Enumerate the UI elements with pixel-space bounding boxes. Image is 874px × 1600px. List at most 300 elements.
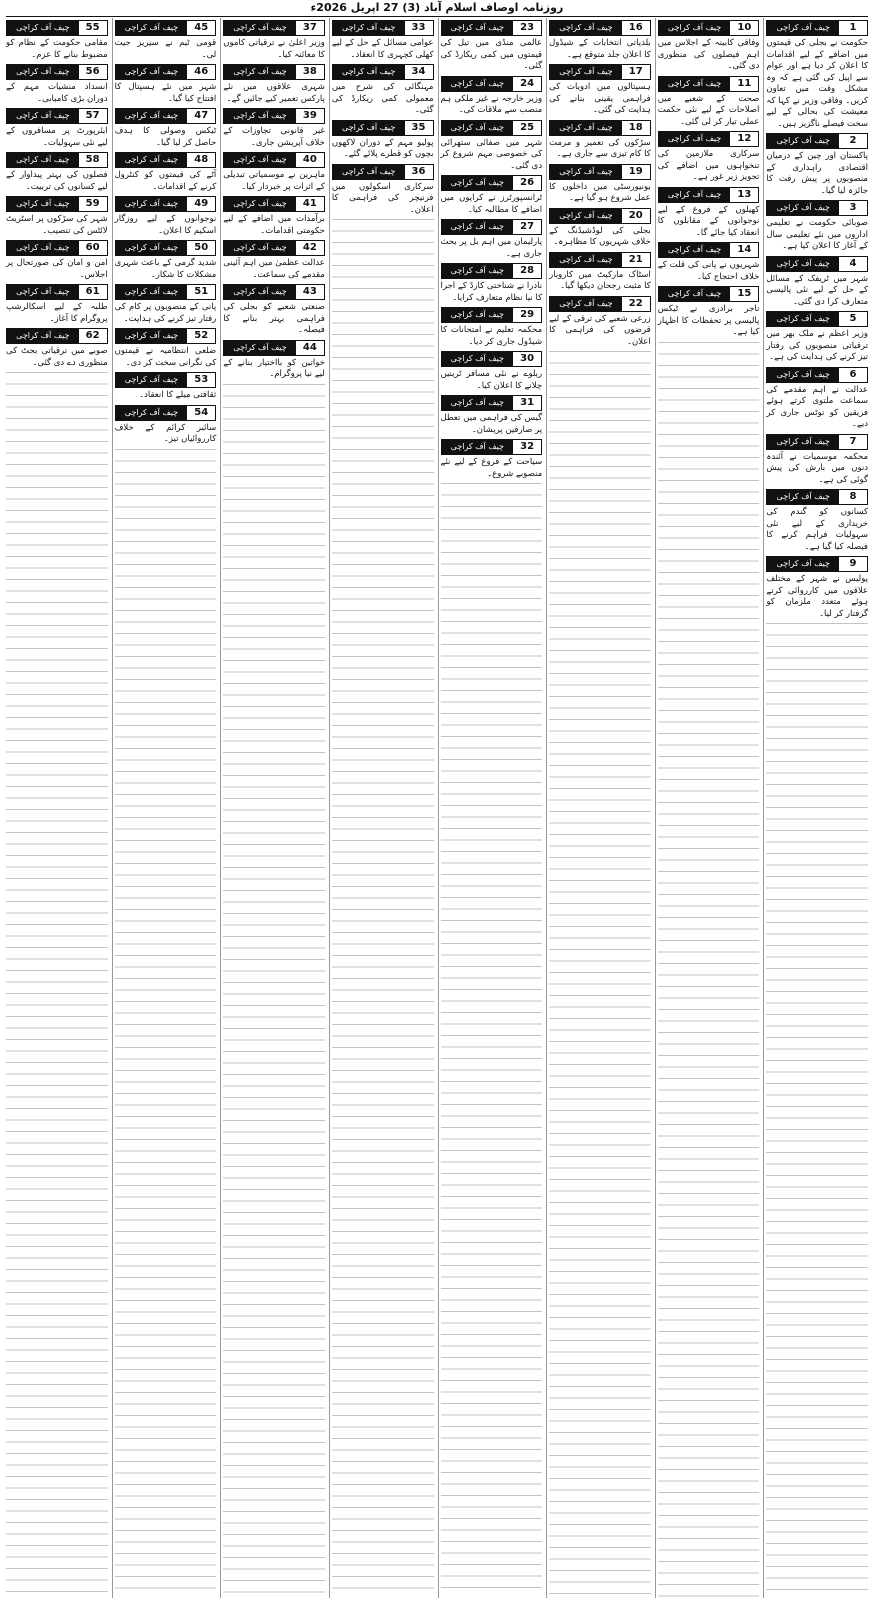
ad-text: قومی ٹیم نے سیریز جیت لی۔ xyxy=(114,38,217,60)
ad-label: چیف آف کراچی xyxy=(124,331,179,340)
ad-header-bar xyxy=(658,187,760,203)
ad-label: چیف آف کراچی xyxy=(667,78,722,88)
classified-ad xyxy=(658,242,760,283)
ad-text: ٹیکس وصولی کا ہدف حاصل کر لیا گیا۔ xyxy=(114,126,217,148)
ad-text: ریلوے نے نئی مسافر ٹرینیں چلانے کا اعلان کیا۔ xyxy=(440,369,543,391)
classified-ad xyxy=(332,20,434,61)
ad-text: انسداد منشیات مہم کے دوران بڑی کامیابی۔ xyxy=(6,82,108,104)
classified-ad xyxy=(6,20,108,61)
ad-label: چیف آف کراچی xyxy=(233,23,287,32)
classified-ad xyxy=(223,240,325,281)
ad-header-bar xyxy=(223,284,325,300)
ad-header-bar xyxy=(223,240,325,256)
column-text-lines xyxy=(115,449,217,1599)
ad-text: عدالت نے اہم مقدمے کی سماعت ملتوی کرتے ہوئے فریقین کو نوٹس جاری کر دیے۔ xyxy=(766,384,868,429)
ad-text: حکومت نے بجلی کی قیمتوں میں اضافے کے لیے اقدامات کا اعلان کر دیا ہے اور عوام سے اپیل کی گئی ہے کہ وہ مشکل وقت میں تعاون کریں۔ وفاقی وزیر نے کہا کہ معیشت کی بحالی کے لیے سخت فیصلے ناگزیر ہیں۔ xyxy=(766,38,868,129)
ad-label: چیف آف کراچی xyxy=(667,289,722,298)
classified-ad xyxy=(6,328,108,369)
ad-text: عالمی منڈی میں تیل کی قیمتوں میں کمی ریکارڈ کی گئی۔ xyxy=(440,38,543,71)
ad-label: چیف آف کراچی xyxy=(559,166,613,176)
ad-number: 6 xyxy=(839,368,867,382)
ad-number: 41 xyxy=(296,197,324,211)
ad-header-bar xyxy=(549,120,651,136)
classified-ad xyxy=(441,219,543,260)
ad-label: چیف آف کراچی xyxy=(16,287,70,296)
ad-label: چیف آف کراچی xyxy=(233,243,287,252)
classified-ad xyxy=(115,20,217,61)
classified-ad xyxy=(115,196,217,237)
classified-ad xyxy=(549,164,651,205)
classified-ad xyxy=(115,64,217,105)
ad-header-bar xyxy=(332,164,434,180)
ad-label: چیف آف کراچی xyxy=(450,266,504,275)
ad-label: چیف آف کراچی xyxy=(776,136,830,145)
ad-number: 15 xyxy=(730,287,758,301)
ad-text: صوبے میں ترقیاتی بجٹ کی منظوری دے دی گئی۔ xyxy=(6,346,108,368)
ad-header-bar xyxy=(441,307,543,323)
ad-number: 14 xyxy=(730,243,758,257)
classifieds-column xyxy=(4,18,110,1598)
ad-number: 52 xyxy=(187,329,215,343)
ad-label: چیف آف کراچی xyxy=(667,23,722,32)
classified-ad xyxy=(223,152,325,193)
classified-ad xyxy=(441,439,543,480)
ad-header-bar xyxy=(115,405,217,421)
ad-text: اسٹاک مارکیٹ میں کاروبار کا مثبت رجحان دیکھا گیا۔ xyxy=(549,269,651,291)
ad-label: چیف آف کراچی xyxy=(124,375,179,384)
ad-text: کسانوں کو گندم کی خریداری کے لیے نئی سہولیات فراہم کرنے کا فیصلہ کیا گیا ہے۔ xyxy=(766,507,868,552)
ad-number: 45 xyxy=(187,21,215,35)
classified-ad xyxy=(766,133,868,197)
classified-ad xyxy=(115,240,217,281)
ad-number: 46 xyxy=(187,65,215,79)
ad-label: چیف آف کراچی xyxy=(16,23,70,32)
ad-text: غیر قانونی تجاوزات کے خلاف آپریشن جاری۔ xyxy=(223,126,325,148)
ad-text: آٹے کی قیمتوں کو کنٹرول کرنے کے اقدامات۔ xyxy=(114,170,217,192)
ad-number: 10 xyxy=(730,21,758,35)
ad-text: صحت کے شعبے میں اصلاحات کے لیے نئی حکمت عملی تیار کر لی گئی۔ xyxy=(657,93,760,127)
classified-ad xyxy=(6,196,108,237)
ad-header-bar xyxy=(6,284,108,300)
ad-number: 44 xyxy=(296,341,324,355)
ad-label: چیف آف کراچی xyxy=(233,287,287,296)
classified-ad xyxy=(549,252,651,293)
ad-text: طلبہ کے لیے اسکالرشپ پروگرام کا آغاز۔ xyxy=(6,302,108,324)
ad-header-bar xyxy=(441,175,543,191)
ad-header-bar xyxy=(658,76,760,92)
ad-label: چیف آف کراچی xyxy=(559,67,613,76)
ad-label: چیف آف کراچی xyxy=(450,122,504,132)
ad-label: چیف آف کراچی xyxy=(559,23,613,32)
ad-number: 50 xyxy=(187,241,215,255)
classifieds-columns xyxy=(4,18,870,1598)
ad-text: پاکستان اور چین کے درمیان اقتصادی راہداری کے منصوبوں پر پیش رفت کا جائزہ لیا گیا۔ xyxy=(766,151,868,196)
ad-number: 18 xyxy=(622,121,650,135)
classified-ad xyxy=(223,196,325,237)
ad-label: چیف آف کراچی xyxy=(450,23,504,32)
ad-number: 19 xyxy=(622,165,650,179)
ad-label: چیف آف کراچی xyxy=(776,436,830,446)
ad-text: شہری علاقوں میں نئے پارکس تعمیر کیے جائیں گے۔ xyxy=(223,82,325,104)
ad-text: سائبر کرائم کے خلاف کارروائیاں تیز۔ xyxy=(114,422,217,444)
ad-text: پولیو مہم کے دوران لاکھوں بچوں کو قطرے پلائے گئے۔ xyxy=(331,137,434,159)
classified-ad xyxy=(441,395,543,436)
classified-ad xyxy=(549,208,651,249)
ad-header-bar xyxy=(441,20,543,36)
ad-text: کھیلوں کے فروغ کے لیے نوجوانوں کے مقابلوں کا انعقاد کیا جائے گا۔ xyxy=(657,204,760,238)
ad-text: محکمہ تعلیم نے امتحانات کا شیڈول جاری کر دیا۔ xyxy=(440,325,543,347)
ad-number: 32 xyxy=(513,440,541,454)
ad-header-bar xyxy=(766,20,868,36)
classifieds-column xyxy=(329,18,436,1598)
ad-label: چیف آف کراچی xyxy=(124,243,179,252)
ad-label: چیف آف کراچی xyxy=(776,492,830,501)
ad-text: امن و امان کی صورتحال پر اجلاس۔ xyxy=(6,258,108,280)
ad-header-bar xyxy=(115,240,217,256)
ad-label: چیف آف کراچی xyxy=(233,111,287,120)
ad-label: چیف آف کراچی xyxy=(559,254,613,264)
classifieds-column xyxy=(763,18,870,1598)
classified-ad xyxy=(6,64,108,105)
ad-number: 56 xyxy=(79,65,107,79)
ad-header-bar xyxy=(115,284,217,300)
ad-header-bar xyxy=(223,152,325,168)
ad-number: 39 xyxy=(296,109,324,123)
ad-number: 59 xyxy=(79,197,107,211)
ad-header-bar xyxy=(6,328,108,344)
ad-text: تاجر برادری نے ٹیکس پالیسی پر تحفظات کا اظہار کیا ہے۔ xyxy=(657,304,760,337)
classifieds-column xyxy=(112,18,219,1598)
column-text-lines xyxy=(549,351,651,1598)
ad-header-bar xyxy=(549,208,651,224)
ad-text: صنعتی شعبے کو بجلی کی فراہمی بہتر بنانے کا فیصلہ۔ xyxy=(223,302,325,335)
classified-ad xyxy=(549,120,651,161)
ad-text: پارلیمان میں اہم بل پر بحث جاری ہے۔ xyxy=(440,237,543,259)
ad-number: 26 xyxy=(513,176,541,190)
classifieds-column xyxy=(546,18,653,1598)
ad-label: چیف آف کراچی xyxy=(667,245,722,254)
page-header: روزنامہ اوصاف اسلام آباد (3) 27 اپریل 2026ء xyxy=(310,1,564,14)
classified-ad xyxy=(223,284,325,337)
ad-header-bar xyxy=(766,200,868,216)
ad-text: عدالت عظمیٰ میں اہم آئینی مقدمے کی سماعت۔ xyxy=(223,258,325,280)
ad-header-bar xyxy=(766,133,868,149)
ad-header-bar xyxy=(223,108,325,124)
ad-text: نادرا نے شناختی کارڈ کے اجرا کا نیا نظام متعارف کرایا۔ xyxy=(440,281,543,303)
ad-label: چیف آف کراچی xyxy=(559,210,613,220)
ad-header-bar xyxy=(115,108,217,124)
ad-number: 33 xyxy=(405,21,433,35)
ad-header-bar xyxy=(441,351,543,367)
ad-text: سرکاری اسکولوں میں فرنیچر کی فراہمی کا اعلان۔ xyxy=(331,181,434,215)
classified-ad xyxy=(441,263,543,304)
ad-header-bar xyxy=(115,372,217,388)
ad-label: چیف آف کراچی xyxy=(450,310,504,319)
ad-text: سیاحت کے فروغ کے لیے نئے منصوبے شروع۔ xyxy=(440,457,543,479)
header-rule xyxy=(6,16,868,17)
classified-ad xyxy=(766,20,868,130)
ad-label: چیف آف کراچی xyxy=(559,298,613,308)
ad-header-bar xyxy=(766,367,868,383)
ad-label: چیف آف کراچی xyxy=(342,166,396,176)
ad-header-bar xyxy=(766,556,868,572)
column-text-lines xyxy=(6,372,108,1598)
ad-label: چیف آف کراچی xyxy=(559,122,613,132)
ad-number: 11 xyxy=(730,77,758,91)
ad-text: وفاقی کابینہ کے اجلاس میں اہم فیصلوں کی منظوری دی گئی۔ xyxy=(657,38,760,71)
ad-label: چیف آف کراچی xyxy=(124,23,179,32)
classified-ad xyxy=(115,108,217,149)
ad-number: 22 xyxy=(622,297,650,311)
ad-text: فصلوں کی بہتر پیداوار کے لیے کسانوں کی تربیت۔ xyxy=(6,170,108,192)
ad-label: چیف آف کراچی xyxy=(124,67,179,76)
ad-label: چیف آف کراچی xyxy=(124,111,179,120)
ad-header-bar xyxy=(332,120,434,136)
ad-number: 58 xyxy=(79,153,107,167)
classified-ad xyxy=(6,240,108,281)
classified-ad xyxy=(223,20,325,61)
classified-ad xyxy=(766,200,868,253)
ad-label: چیف آف کراچی xyxy=(776,559,830,568)
classifieds-column xyxy=(220,18,327,1598)
ad-number: 28 xyxy=(513,264,541,278)
ad-header-bar xyxy=(6,64,108,80)
ad-label: چیف آف کراچی xyxy=(667,189,722,199)
ad-number: 61 xyxy=(79,285,107,299)
classified-ad xyxy=(115,405,217,446)
ad-number: 7 xyxy=(839,435,867,449)
ad-number: 20 xyxy=(622,209,650,223)
ad-header-bar xyxy=(441,395,543,411)
ad-number: 34 xyxy=(405,65,433,79)
ad-label: چیف آف کراچی xyxy=(776,203,830,212)
ad-label: چیف آف کراچی xyxy=(342,67,396,76)
ad-header-bar xyxy=(223,340,325,356)
classified-ad xyxy=(658,76,760,129)
ad-text: وزیر اعظم نے ملک بھر میں ترقیاتی منصوبوں کی رفتار تیز کرنے کی ہدایت کی ہے۔ xyxy=(766,329,868,362)
ad-label: چیف آف کراچی xyxy=(450,78,504,88)
ad-label: چیف آف کراچی xyxy=(16,155,70,164)
ad-text: ہسپتالوں میں ادویات کی فراہمی یقینی بنانے کی ہدایت کی گئی۔ xyxy=(549,82,651,115)
ad-text: پولیس نے شہر کے مختلف علاقوں میں کارروائی کرتے ہوئے متعدد ملزمان کو گرفتار کر لیا۔ xyxy=(766,574,868,619)
classified-ad xyxy=(766,489,868,553)
ad-label: چیف آف کراچی xyxy=(233,155,287,164)
ad-number: 35 xyxy=(405,121,433,135)
column-text-lines xyxy=(658,342,760,1599)
ad-header-bar xyxy=(766,256,868,272)
classified-ad xyxy=(115,284,217,325)
ad-label: چیف آف کراچی xyxy=(450,222,504,231)
ad-header-bar xyxy=(549,252,651,268)
classified-ad xyxy=(549,20,651,61)
classifieds-column xyxy=(655,18,762,1598)
ad-label: چیف آف کراچی xyxy=(16,243,70,252)
ad-number: 25 xyxy=(513,121,541,135)
ad-text: ضلعی انتظامیہ نے قیمتوں کی نگرانی سخت کر دی۔ xyxy=(114,346,217,368)
ad-number: 42 xyxy=(296,241,324,255)
classified-ad xyxy=(332,164,434,217)
column-text-lines xyxy=(223,384,325,1599)
ad-text: شہر کی سڑکوں پر اسٹریٹ لائٹس کی تنصیب۔ xyxy=(6,214,108,236)
classifieds-column xyxy=(438,18,545,1598)
ad-number: 40 xyxy=(296,153,324,167)
ad-number: 31 xyxy=(513,396,541,410)
ad-label: چیف آف کراچی xyxy=(450,178,504,187)
ad-number: 23 xyxy=(513,21,541,35)
ad-header-bar xyxy=(549,20,651,36)
ad-text: بلدیاتی انتخابات کے شیڈول کا اعلان جلد متوقع ہے۔ xyxy=(549,38,651,60)
classified-ad xyxy=(658,187,760,240)
ad-text: یونیورسٹی میں داخلوں کا عمل شروع ہو گیا ہے۔ xyxy=(549,181,651,203)
ad-text: مقامی حکومت کے نظام کو مضبوط بنانے کا عزم۔ xyxy=(6,38,108,60)
ad-text: شہر میں ٹریفک کے مسائل کے حل کے لیے نئی پالیسی متعارف کرا دی گئی۔ xyxy=(766,273,868,307)
ad-header-bar xyxy=(115,196,217,212)
classified-ad xyxy=(223,340,325,381)
classified-ad xyxy=(766,367,868,431)
ad-text: شدید گرمی کے باعث شہری مشکلات کا شکار۔ xyxy=(114,258,217,280)
classified-ad xyxy=(549,64,651,117)
ad-number: 30 xyxy=(513,352,541,366)
column-text-lines xyxy=(332,219,434,1598)
ad-text: سڑکوں کی تعمیر و مرمت کا کام تیزی سے جاری ہے۔ xyxy=(549,137,651,159)
ad-number: 4 xyxy=(839,257,867,271)
ad-header-bar xyxy=(658,20,760,36)
ad-label: چیف آف کراچی xyxy=(124,287,179,296)
ad-number: 48 xyxy=(187,153,215,167)
ad-header-bar xyxy=(115,328,217,344)
ad-number: 8 xyxy=(839,490,867,504)
classified-ad xyxy=(332,120,434,161)
ad-number: 60 xyxy=(79,241,107,255)
classified-ad xyxy=(115,152,217,193)
ad-text: شہر میں نئے ہسپتال کا افتتاح کیا گیا۔ xyxy=(114,82,217,104)
ad-label: چیف آف کراچی xyxy=(450,398,504,407)
ad-text: مہنگائی کی شرح میں معمولی کمی ریکارڈ کی گئی۔ xyxy=(331,82,434,115)
ad-header-bar xyxy=(658,286,760,302)
ad-number: 12 xyxy=(730,132,758,146)
classified-ad xyxy=(766,434,868,487)
ad-label: چیف آف کراچی xyxy=(124,155,179,164)
ad-number: 38 xyxy=(296,65,324,79)
ad-header-bar xyxy=(658,131,760,147)
classified-ad xyxy=(658,286,760,339)
classified-ad xyxy=(441,351,543,392)
classified-ad xyxy=(115,372,217,402)
ad-number: 57 xyxy=(79,109,107,123)
ad-label: چیف آف کراچی xyxy=(124,407,179,417)
ad-header-bar xyxy=(441,120,543,136)
ad-header-bar xyxy=(549,296,651,312)
ad-header-bar xyxy=(223,20,325,36)
ad-number: 43 xyxy=(296,285,324,299)
ad-number: 62 xyxy=(79,329,107,343)
column-text-lines xyxy=(441,483,543,1598)
ad-number: 27 xyxy=(513,220,541,234)
ad-label: چیف آف کراچی xyxy=(667,134,722,143)
ad-header-bar xyxy=(6,152,108,168)
ad-number: 21 xyxy=(622,253,650,267)
classified-ad xyxy=(332,64,434,117)
ad-header-bar xyxy=(223,196,325,212)
classified-ad xyxy=(441,76,543,117)
ad-number: 9 xyxy=(839,557,867,571)
ad-text: ایئرپورٹ پر مسافروں کے لیے نئی سہولیات۔ xyxy=(6,126,108,148)
ad-label: چیف آف کراچی xyxy=(342,122,396,132)
ad-header-bar xyxy=(441,439,543,455)
ad-number: 51 xyxy=(187,285,215,299)
ad-label: چیف آف کراچی xyxy=(233,67,287,76)
classified-ad xyxy=(441,307,543,348)
ad-number: 13 xyxy=(730,188,758,202)
ad-text: زرعی شعبے کی ترقی کے لیے قرضوں کی فراہمی کا اعلان۔ xyxy=(549,313,651,347)
ad-header-bar xyxy=(115,152,217,168)
ad-header-bar xyxy=(332,20,434,36)
ad-header-bar xyxy=(766,311,868,327)
ad-label: چیف آف کراچی xyxy=(342,23,396,32)
ad-text: گیس کی فراہمی میں تعطل پر صارفین پریشان۔ xyxy=(440,413,543,435)
ad-text: بجلی کی لوڈشیڈنگ کے خلاف شہریوں کا مظاہرہ۔ xyxy=(549,225,651,247)
ad-text: برآمدات میں اضافے کے لیے حکومتی اقدامات۔ xyxy=(223,214,325,236)
ad-text: محکمہ موسمیات نے آئندہ دنوں میں بارش کی پیش گوئی کی ہے۔ xyxy=(766,451,868,485)
ad-header-bar xyxy=(115,20,217,36)
classified-ad xyxy=(441,120,543,173)
ad-label: چیف آف کراچی xyxy=(450,442,504,451)
ad-text: وزیر خارجہ نے غیر ملکی ہم منصب سے ملاقات کی۔ xyxy=(440,93,543,115)
classified-ad xyxy=(658,20,760,73)
ad-number: 5 xyxy=(839,312,867,326)
ad-label: چیف آف کراچی xyxy=(450,354,504,363)
ad-number: 37 xyxy=(296,21,324,35)
ad-label: چیف آف کراچی xyxy=(776,314,830,323)
ad-header-bar xyxy=(658,242,760,258)
ad-label: چیف آف کراچی xyxy=(16,67,70,76)
ad-header-bar xyxy=(6,108,108,124)
ad-header-bar xyxy=(766,434,868,450)
ad-number: 1 xyxy=(839,21,867,35)
ad-number: 54 xyxy=(187,406,215,420)
classified-ad xyxy=(766,311,868,364)
classified-ad xyxy=(441,20,543,73)
classified-ad xyxy=(6,284,108,325)
ad-text: وزیر اعلیٰ نے ترقیاتی کاموں کا معائنہ کیا۔ xyxy=(223,38,325,60)
ad-label: چیف آف کراچی xyxy=(16,331,70,340)
ad-header-bar xyxy=(6,240,108,256)
classified-ad xyxy=(115,328,217,369)
ad-label: چیف آف کراچی xyxy=(776,369,830,379)
classified-ad xyxy=(6,108,108,149)
ad-header-bar xyxy=(441,219,543,235)
ad-header-bar xyxy=(6,20,108,36)
classified-ad xyxy=(6,152,108,193)
ad-text: ثقافتی میلے کا انعقاد۔ xyxy=(139,390,217,400)
ad-text: عوامی مسائل کے حل کے لیے کھلی کچہری کا انعقاد۔ xyxy=(331,38,434,60)
ad-label: چیف آف کراچی xyxy=(776,23,830,32)
ad-label: چیف آف کراچی xyxy=(233,199,287,208)
ad-header-bar xyxy=(441,263,543,279)
ad-header-bar xyxy=(549,164,651,180)
ad-text: نوجوانوں کے لیے روزگار اسکیم کا اعلان۔ xyxy=(114,214,217,236)
classified-ad xyxy=(549,296,651,349)
classified-ad xyxy=(441,175,543,216)
ad-number: 53 xyxy=(187,373,215,387)
column-text-lines xyxy=(766,623,868,1598)
classified-ad xyxy=(223,108,325,149)
classified-ad xyxy=(766,556,868,620)
ad-label: چیف آف کراچی xyxy=(233,342,287,352)
ad-text: ماہرین نے موسمیاتی تبدیلی کے اثرات پر خبردار کیا۔ xyxy=(223,170,325,192)
ad-number: 3 xyxy=(839,201,867,215)
ad-label: چیف آف کراچی xyxy=(16,111,70,120)
